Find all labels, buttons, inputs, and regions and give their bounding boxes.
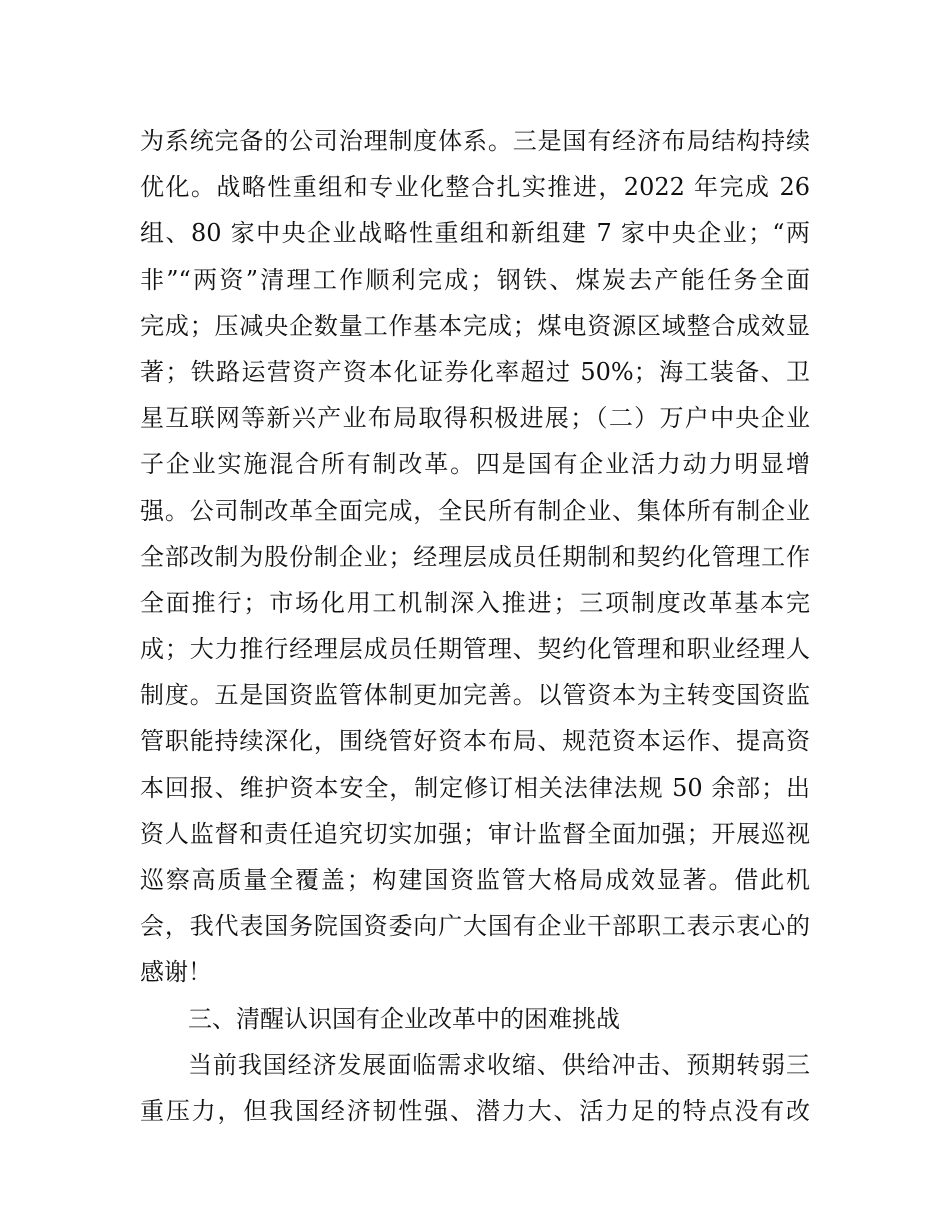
section-heading: 三、清醒认识国有企业改革中的困难挑战: [188, 1004, 620, 1033]
paragraph-line-18: 会，我代表国务院国资委向广大国有企业干部职工表示衷心的: [140, 912, 810, 941]
paragraph-line-9: 强。公司制改革全面完成，全民所有制企业、集体所有制企业: [140, 496, 810, 525]
paragraph-line-13: 制度。五是国资监管体制更加完善。以管资本为主转变国资监: [140, 681, 810, 710]
paragraph-line-3: 组、80 家中央企业战略性重组和新组建 7 家中央企业；“两: [140, 219, 810, 248]
document-body: [140, 118, 810, 1134]
paragraph-line-10: 全部改制为股份制企业；经理层成员任期制和契约化管理工作: [140, 542, 810, 571]
paragraph-line-14: 管职能持续深化，围绕管好资本布局、规范资本运作、提高资: [140, 727, 810, 756]
next-paragraph-line-1: 当前我国经济发展面临需求收缩、供给冲击、预期转弱三: [188, 1050, 810, 1079]
paragraph-line-12: 成；大力推行经理层成员任期管理、契约化管理和职业经理人: [140, 635, 810, 664]
paragraph-line-1: 为系统完备的公司治理制度体系。三是国有经济布局结构持续: [140, 127, 810, 155]
paragraph-line-6: 著；铁路运营资产资本化证券化率超过 50%；海工装备、卫: [140, 357, 810, 386]
paragraph-line-2: 优化。战略性重组和专业化整合扎实推进，2022 年完成 26: [140, 173, 810, 202]
paragraph-line-4: 非”“两资”清理工作顺利完成；钢铁、煤炭去产能任务全面: [140, 265, 810, 294]
next-paragraph-line-2: 重压力，但我国经济韧性强、潜力大、活力足的特点没有改: [140, 1096, 810, 1125]
paragraph-line-17: 巡察高质量全覆盖；构建国资监管大格局成效显著。借此机: [140, 866, 810, 894]
paragraph-line-16: 资人监督和责任追究切实加强；审计监督全面加强；开展巡视: [140, 819, 810, 848]
paragraph-line-5: 完成；压减央企数量工作基本完成；煤电资源区域整合成效显: [140, 311, 810, 340]
paragraph-line-8: 子企业实施混合所有制改革。四是国有企业活力动力明显增: [140, 450, 810, 479]
paragraph-line-19: 感谢！: [140, 958, 212, 987]
paragraph-line-11: 全面推行；市场化用工机制深入推进；三项制度改革基本完: [140, 588, 810, 617]
paragraph-line-7: 星互联网等新兴产业布局取得积极进展；（二）万户中央企业: [140, 404, 810, 433]
paragraph-line-15: 本回报、维护资本安全，制定修订相关法律法规 50 余部；出: [140, 773, 810, 802]
